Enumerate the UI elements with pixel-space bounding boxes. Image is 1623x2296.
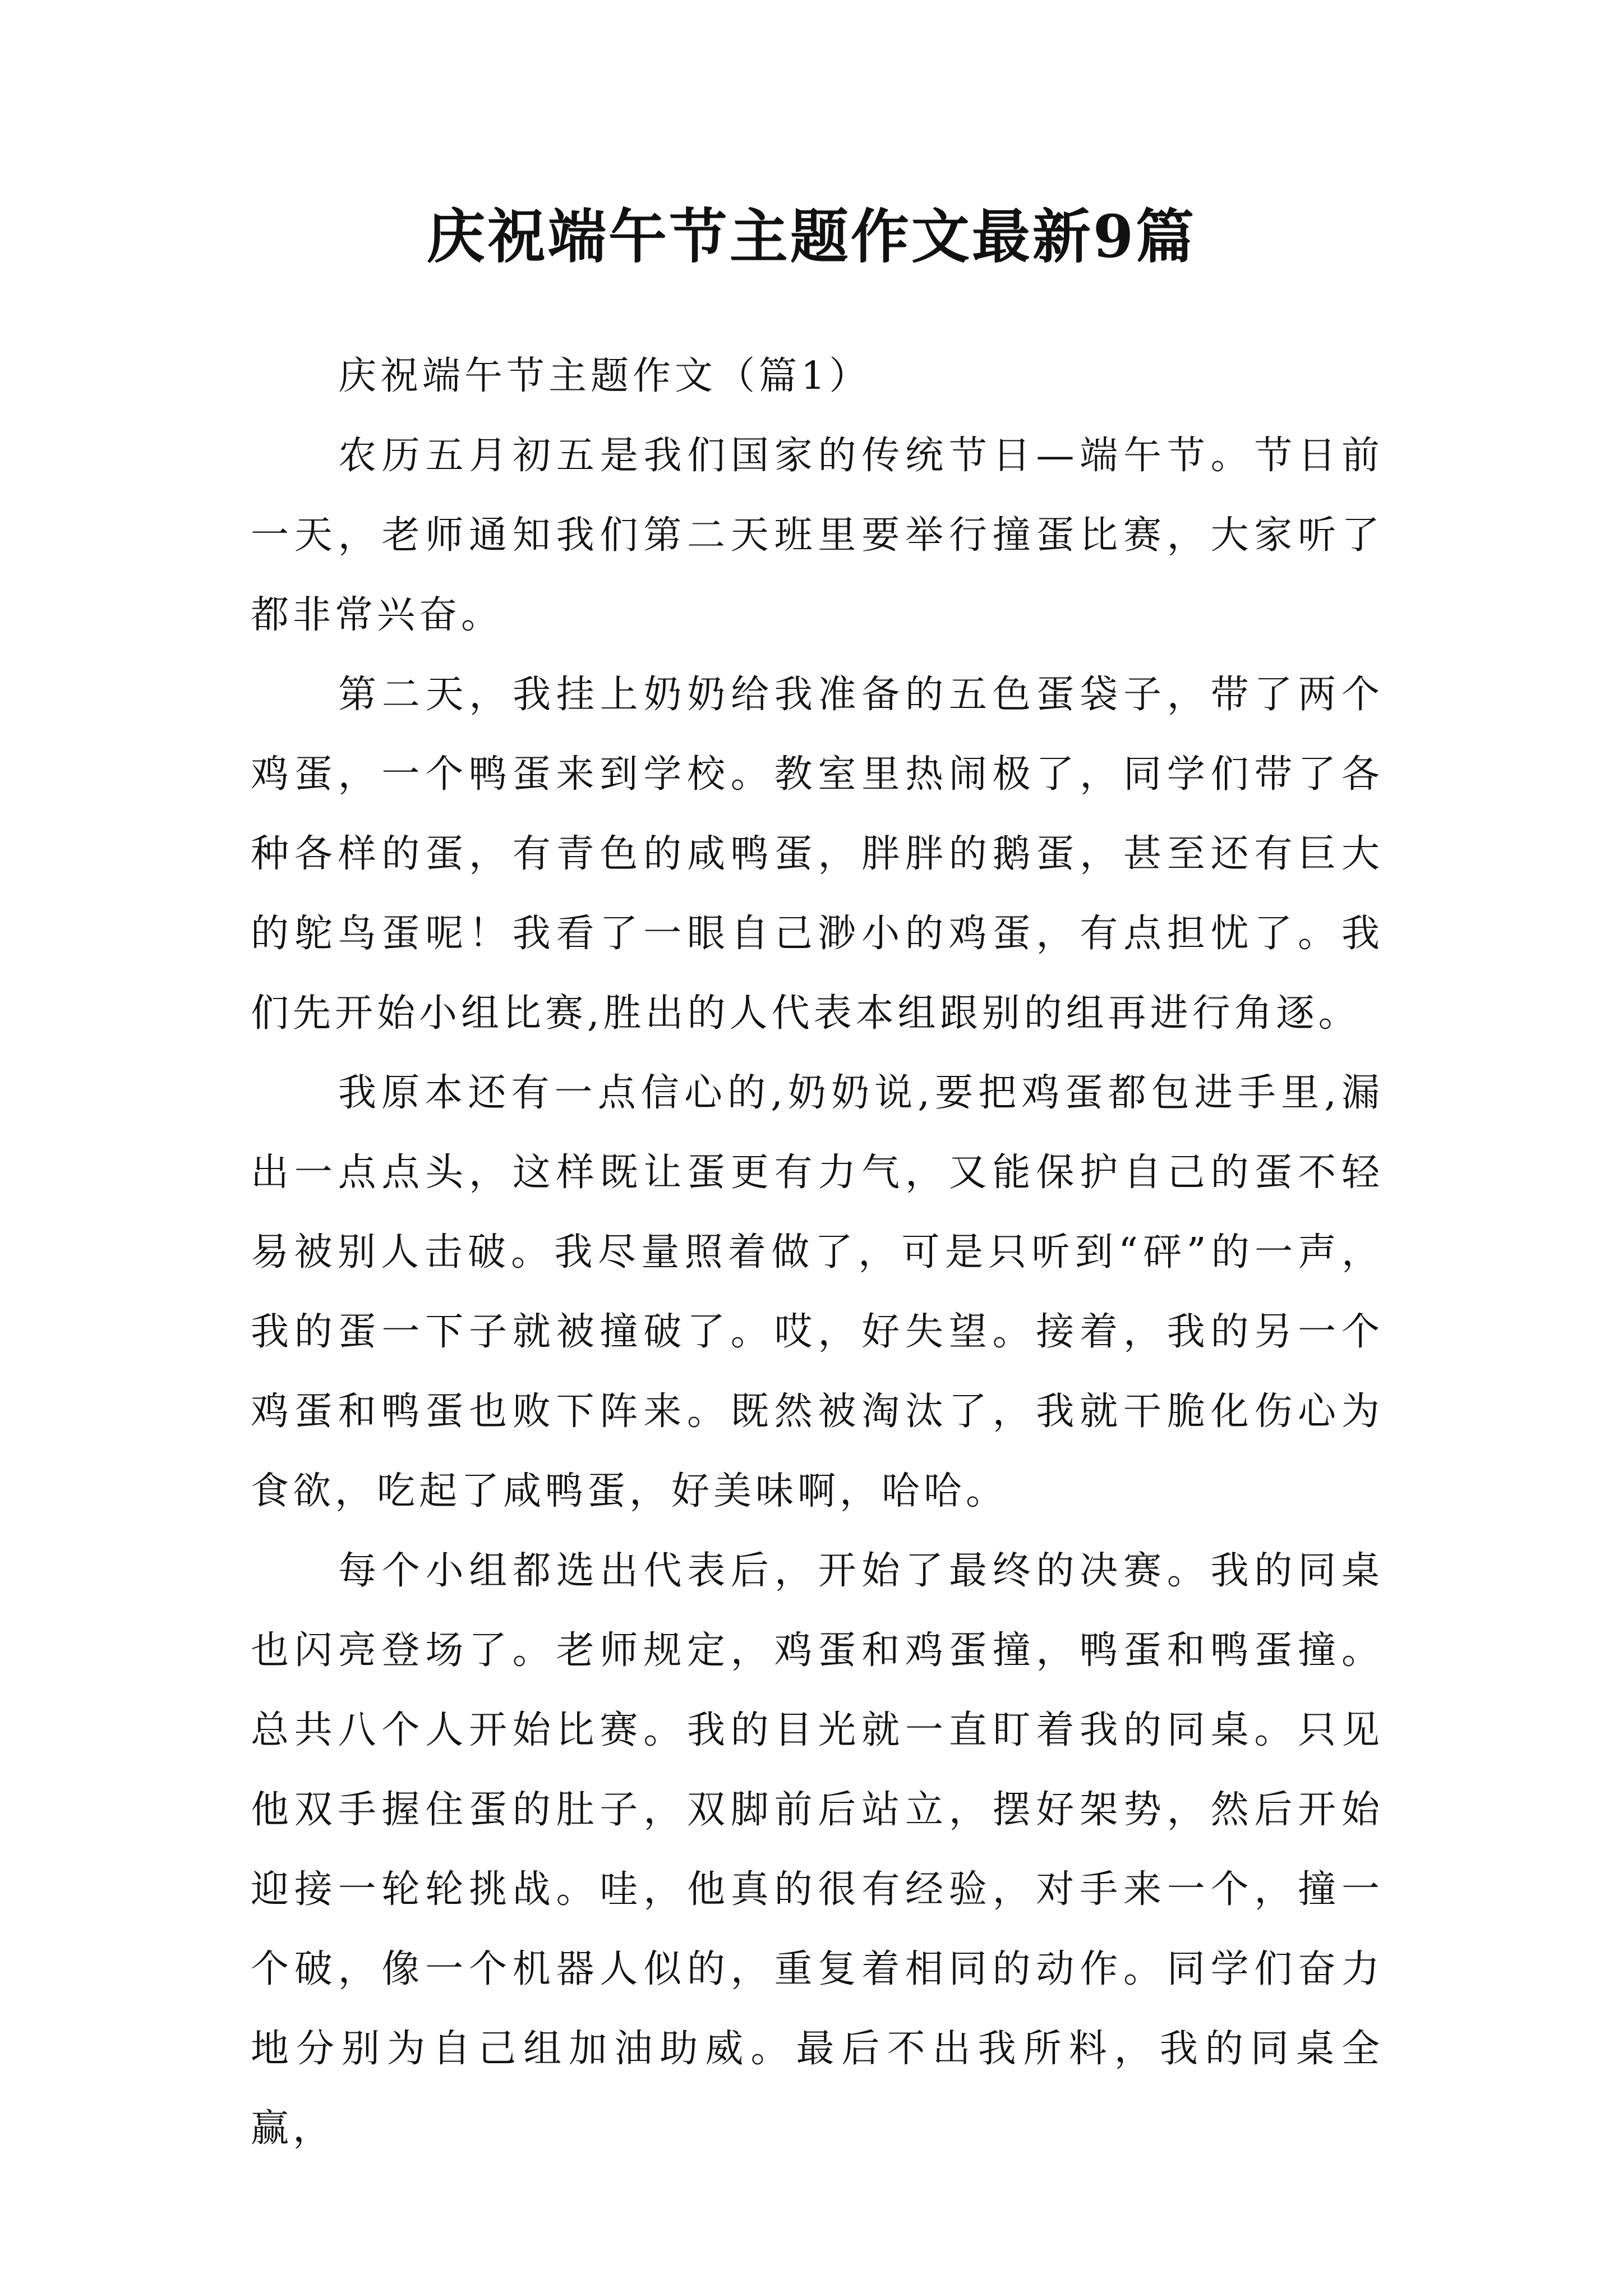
paragraph: 每个小组都选出代表后，开始了最终的决赛。我的同桌也闪亮登场了。老师规定，鸡蛋和鸡蛋撞，鸭蛋和鸭蛋撞。总共八个人开始比赛。我的目光就一直盯着我的同桌。只见他双手握住蛋的肚子，双脚前后站立，摆好架势，然后开始迎接一轮轮挑战。哇，他真的很有经验，对手来一个，撞一个破，像一个机器人似的，重复着相同的动作。同学们奋力地分别为自己组加油助威。最后不出我所料，我的同桌全赢， — [251, 1549, 1384, 2151]
document-body — [251, 337, 1384, 2169]
paragraph: 我原本还有一点信心的,奶奶说,要把鸡蛋都包进手里,漏出一点点头，这样既让蛋更有力气，又能保护自己的蛋不轻易被别人击破。我尽量照着做了，可是只听到“砰”的一声，我的蛋一下子就被撞破了。哎，好失望。接着，我的另一个鸡蛋和鸭蛋也败下阵来。既然被淘汰了，我就干脆化伤心为食欲，吃起了咸鸭蛋，好美味啊，哈哈。 — [251, 1071, 1384, 1513]
paragraph: 第二天，我挂上奶奶给我准备的五色蛋袋子，带了两个鸡蛋，一个鸭蛋来到学校。教室里热闹极了，同学们带了各种各样的蛋，有青色的咸鸭蛋，胖胖的鹅蛋，甚至还有巨大的鸵鸟蛋呢！我看了一眼自己渺小的鸡蛋，有点担忧了。我们先开始小组比赛,胜出的人代表本组跟别的组再进行角逐。 — [251, 673, 1384, 1036]
section-heading: 庆祝端午节主题作文（篇1） — [338, 354, 872, 398]
paragraph: 农历五月初五是我们国家的传统节日—端午节。节日前一天，老师通知我们第二天班里要举行撞蛋比赛，大家听了都非常兴奋。 — [251, 434, 1384, 637]
document-title: 庆祝端午节主题作文最新9篇 — [426, 202, 1197, 271]
